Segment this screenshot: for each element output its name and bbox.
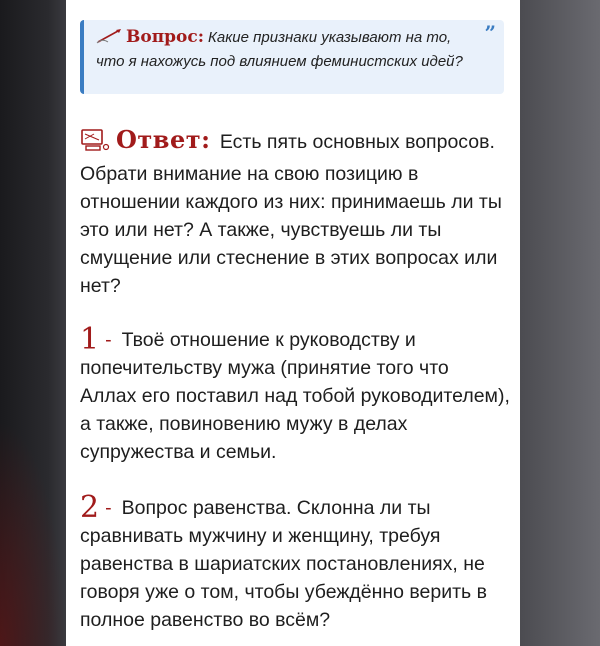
answer-text: Есть пять основных вопросов. Обрати внимание на свою позицию в отношении каждого из них: принимаешь ли ты это или нет? А также, чувствуешь ли ты смущение или стеснение в этих вопросах или нет?	[80, 131, 502, 297]
question-quote-block	[80, 20, 504, 94]
question-text: Какие признаки указывают на то, что я нахожусь под влиянием феминистских идей?	[96, 29, 463, 70]
item-number: 2	[80, 490, 100, 525]
quote-mark-icon: ”	[484, 21, 496, 45]
answer-paragraph	[80, 126, 510, 300]
item-dash: -	[105, 497, 112, 519]
answer-label: Ответ:	[116, 125, 211, 154]
list-item	[80, 322, 510, 466]
item-text: Вопрос равенства. Склонна ли ты сравнивать мужчину и женщину, требуя равенства в шариатских постановлениях, не говоря уже о том, чтобы убеждённо верить в полное равенство во всём?	[80, 497, 487, 631]
background-glow	[0, 420, 66, 646]
item-dash: -	[105, 329, 112, 351]
item-text: Твоё отношение к руководству и попечительству мужа (принятие того что Аллах его поставил над тобой руководителем), а также, повиновению мужу в делах супружества и семьи.	[80, 329, 510, 463]
list-item	[80, 490, 510, 634]
question-label: Вопрос:	[126, 27, 205, 47]
pen-icon	[96, 28, 122, 51]
computer-icon	[80, 128, 110, 160]
item-number: 1	[80, 322, 100, 357]
